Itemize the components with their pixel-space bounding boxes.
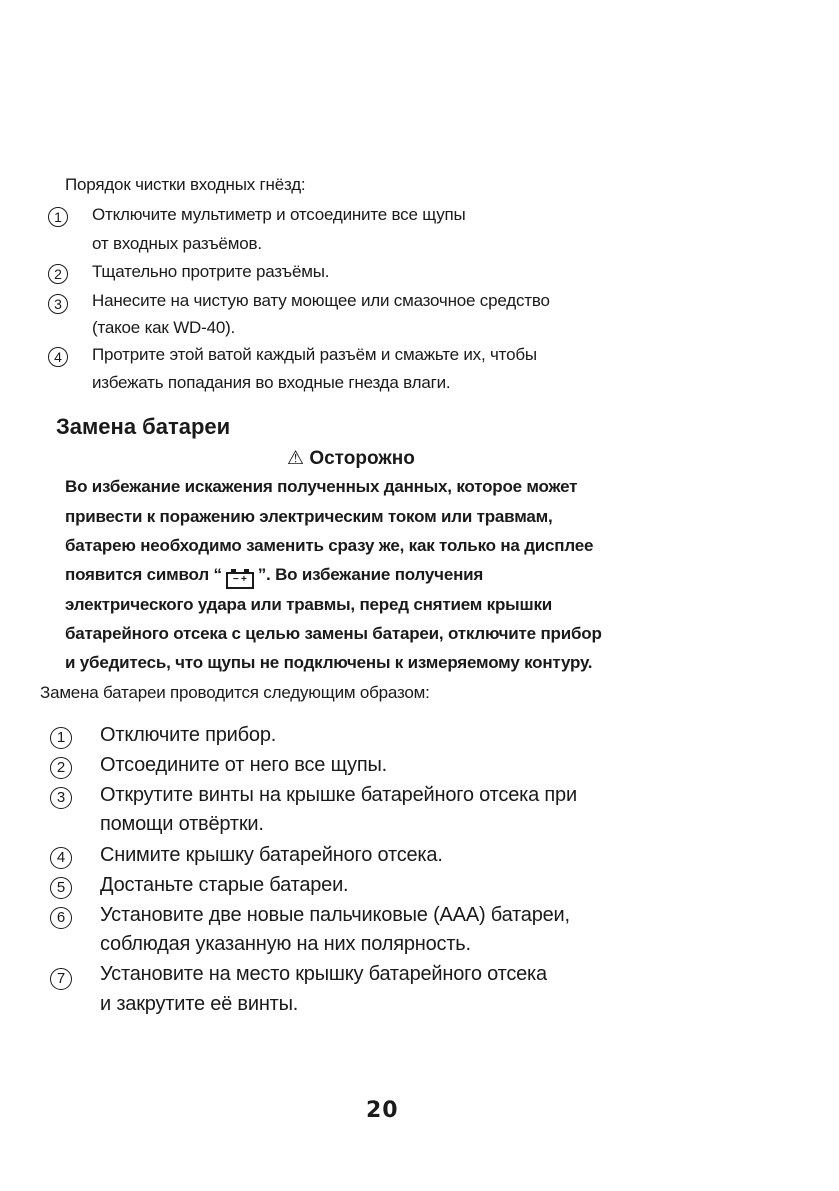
step-number: 3 xyxy=(48,294,68,314)
warning-triangle-icon: ⚠ xyxy=(287,448,305,469)
warning-text: ”. Во избежание получения xyxy=(257,565,484,584)
low-battery-symbol-icon: − + xyxy=(226,572,254,589)
cleaning-step-4: Протрите этой ватой каждый разъём и смажьте их, чтобы xyxy=(92,345,537,364)
battery-heading: Замена батареи xyxy=(56,414,231,439)
battery-step-3: Открутите винты на крышке батарейного отсека при xyxy=(100,784,577,806)
cleaning-step-3-cont: (такое как WD-40). xyxy=(92,318,236,337)
caution-title-row xyxy=(287,447,415,470)
warning-line: Во избежание искажения полученных данных, которое может xyxy=(65,477,578,496)
battery-step-6: Установите две новые пальчиковые (ААА) батареи, xyxy=(100,904,570,926)
warning-text: появится символ “ xyxy=(65,565,222,584)
battery-step-4: Снимите крышку батарейного отсека. xyxy=(100,844,443,866)
battery-step-3-cont: помощи отвёртки. xyxy=(100,813,264,835)
step-number: 4 xyxy=(48,347,68,367)
step-number: 7 xyxy=(50,968,72,990)
cleaning-step-2: Тщательно протрите разъёмы. xyxy=(92,262,330,281)
step-number: 4 xyxy=(50,847,72,869)
step-number: 2 xyxy=(48,264,68,284)
warning-line: батарею необходимо заменить сразу же, как только на дисплее xyxy=(65,536,594,555)
step-number: 5 xyxy=(50,877,72,899)
step-number: 3 xyxy=(50,787,72,809)
warning-line: привести к поражению электрическим током или травмам, xyxy=(65,507,553,526)
cleaning-step-4-cont: избежать попадания во входные гнезда влаги. xyxy=(92,373,451,392)
warning-line: батарейного отсека с целью замены батареи, отключите прибор xyxy=(65,624,602,643)
battery-step-6-cont: соблюдая указанную на них полярность. xyxy=(100,933,471,955)
battery-step-2: Отсоедините от него все щупы. xyxy=(100,754,388,776)
cleaning-step-3: Нанесите на чистую вату моющее или смазочное средство xyxy=(92,291,550,310)
battery-step-1: Отключите прибор. xyxy=(100,724,277,746)
battery-step-7-cont: и закрутите её винты. xyxy=(100,993,299,1015)
warning-line: и убедитесь, что щупы не подключены к измеряемому контуру. xyxy=(65,653,593,672)
battery-step-7: Установите на место крышку батарейного отсека xyxy=(100,963,547,985)
cleaning-step-1: Отключите мультиметр и отсоедините все щупы xyxy=(92,205,466,224)
step-number: 1 xyxy=(50,727,72,749)
step-number: 2 xyxy=(50,757,72,779)
page-number: 20 xyxy=(366,1098,399,1123)
caution-title: Осторожно xyxy=(309,448,415,469)
warning-line xyxy=(65,565,483,589)
cleaning-step-1-cont: от входных разъёмов. xyxy=(92,234,262,253)
warning-line: электрического удара или травмы, перед снятием крышки xyxy=(65,595,553,614)
battery-step-5: Достаньте старые батареи. xyxy=(100,874,349,896)
step-number: 6 xyxy=(50,907,72,929)
step-number: 1 xyxy=(48,207,68,227)
battery-intro: Замена батареи проводится следующим образом: xyxy=(40,683,430,702)
cleaning-intro: Порядок чистки входных гнёзд: xyxy=(65,175,306,194)
